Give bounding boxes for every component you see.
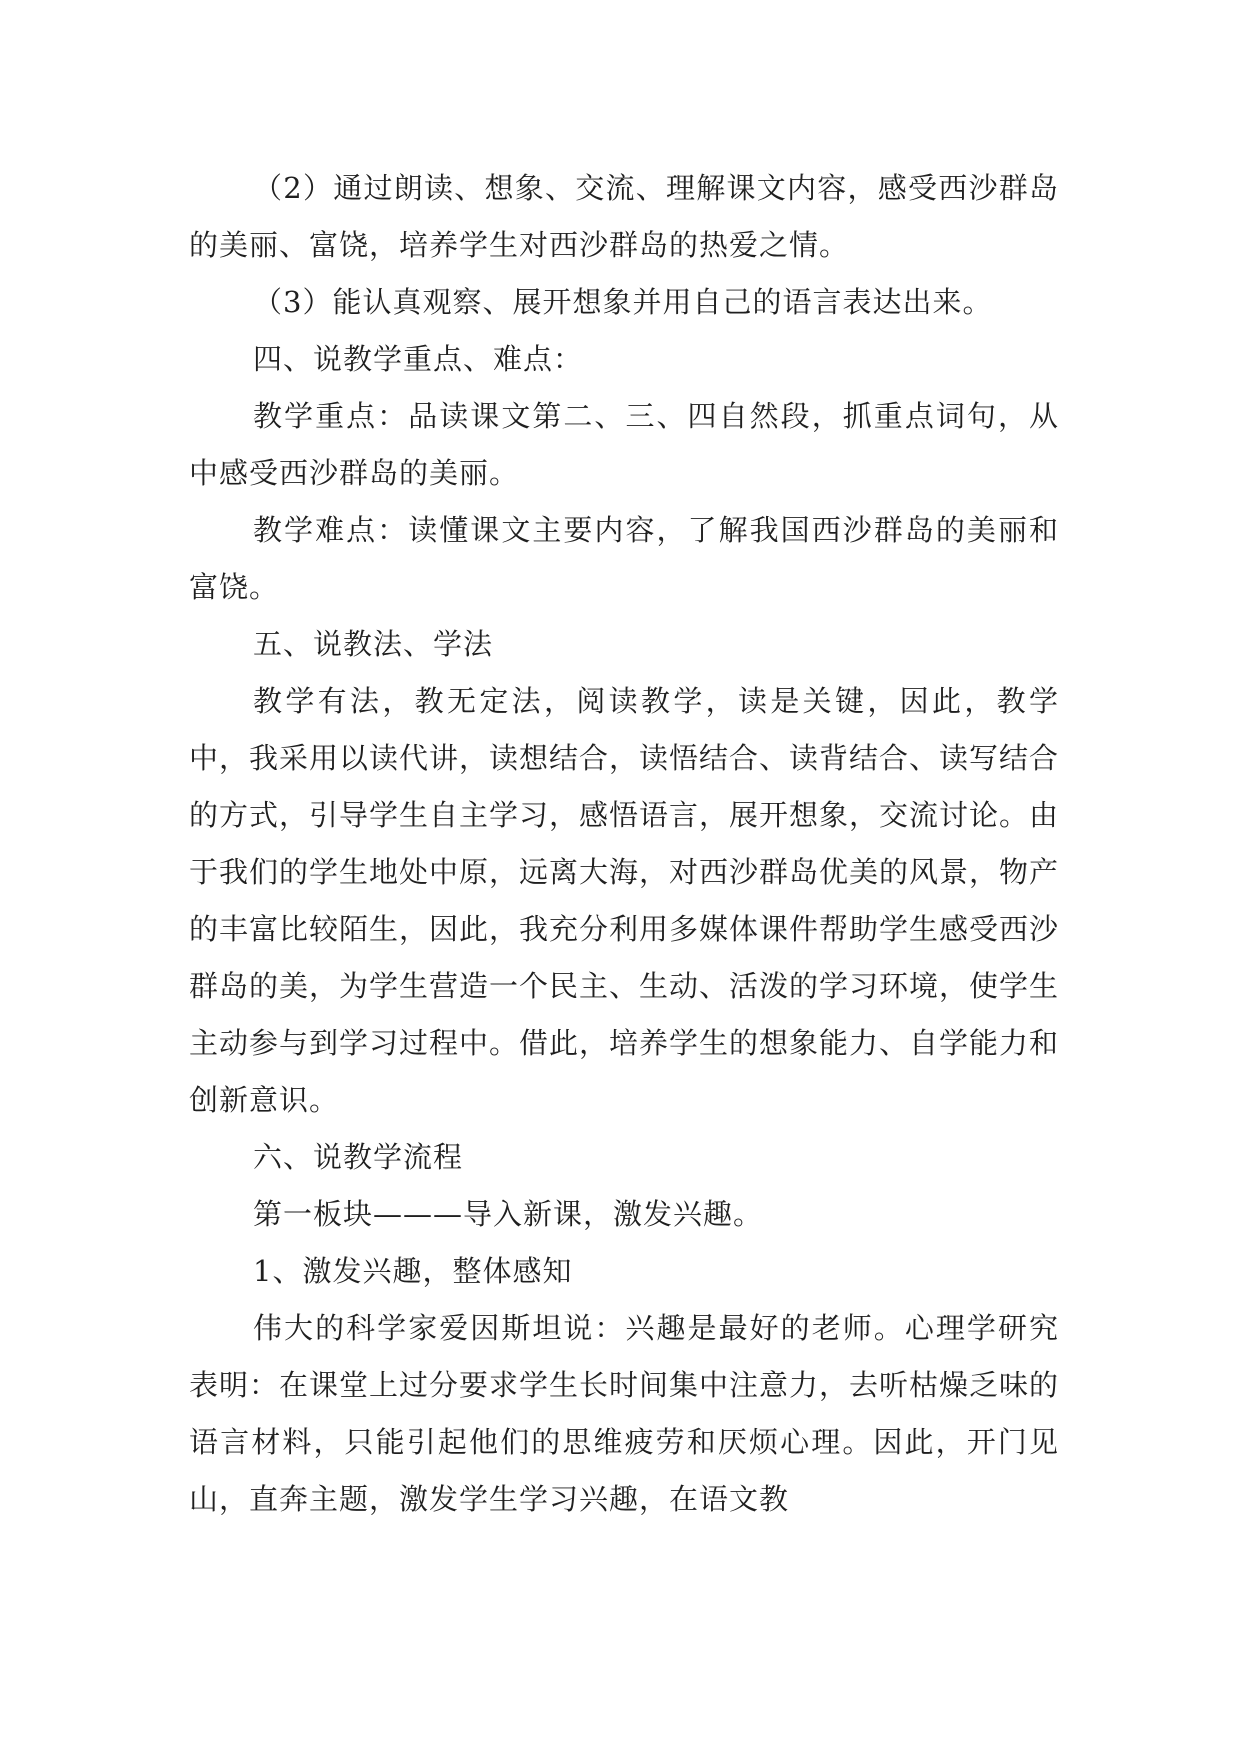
paragraph-objective-3: （3）能认真观察、展开想象并用自己的语言表达出来。	[253, 285, 993, 319]
paragraph-teaching-difficulty: 教学难点：读懂课文主要内容，了解我国西沙群岛的美丽和富饶。	[189, 513, 1059, 604]
section-heading-process: 六、说教学流程	[253, 1140, 464, 1174]
paragraph-interest: 伟大的科学家爱因斯坦说：兴趣是最好的老师。心理学研究表明：在课堂上过分要求学生长时间集中注意力，去听枯燥乏味的语言材料，只能引起他们的思维疲劳和厌烦心理。因此，开门见山，直奔主题，激发学生学习兴趣，在语文教	[189, 1311, 1060, 1516]
paragraph-objective-2: （2）通过朗读、想象、交流、理解课文内容，感受西沙群岛的美丽、富饶，培养学生对西沙群岛的热爱之情。	[189, 171, 1059, 262]
document-body	[189, 160, 1059, 1528]
paragraph-methods: 教学有法，教无定法，阅读教学，读是关键，因此，教学中，我采用以读代讲，读想结合，读悟结合、读背结合、读写结合的方式，引导学生自主学习，感悟语言，展开想象，交流讨论。由于我们的学生地处中原，远离大海，对西沙群岛优美的风景，物产的丰富比较陌生，因此，我充分利用多媒体课件帮助学生感受西沙群岛的美，为学生营造一个民主、生动、活泼的学习环境，使学生主动参与到学习过程中。借此，培养学生的想象能力、自学能力和创新意识。	[189, 684, 1060, 1117]
paragraph-teaching-focus: 教学重点：品读课文第二、三、四自然段，抓重点词句，从中感受西沙群岛的美丽。	[189, 399, 1059, 490]
section-heading-key-points: 四、说教学重点、难点：	[253, 342, 584, 376]
item-heading-interest: 1、激发兴趣，整体感知	[253, 1254, 573, 1288]
section-heading-methods: 五、说教法、学法	[253, 627, 494, 661]
subsection-heading-block-one: 第一板块———导入新课，激发兴趣。	[253, 1197, 764, 1231]
